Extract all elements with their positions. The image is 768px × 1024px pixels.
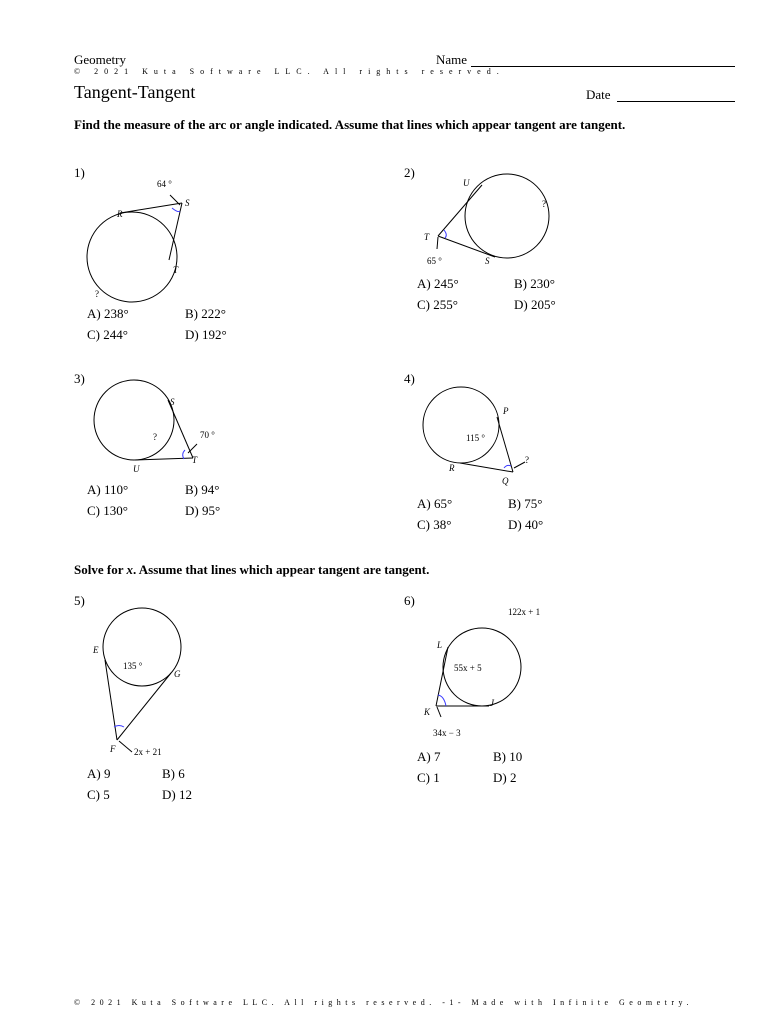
p6-l-label: L: [437, 640, 443, 650]
footer-copyright: © 2021 Kuta Software LLC. All rights reserved. -1- Made with Infinite Geometry.: [74, 998, 693, 1007]
p6-choice-d[interactable]: D) 2: [493, 770, 517, 785]
p4-r-label: R: [449, 463, 455, 473]
p6-angle-label: 34x − 3: [433, 728, 461, 738]
p4-arc-label: 115 °: [466, 433, 486, 443]
p5-choice-c[interactable]: C) 5: [87, 787, 110, 802]
instructions-arc: Find the measure of the arc or angle indicated. Assume that lines which appear tangent are tangent.: [74, 117, 626, 132]
subject-label: Geometry: [74, 52, 126, 67]
p1-angle-label: 64 °: [157, 179, 172, 189]
p1-unknown-label: ?: [95, 289, 99, 299]
p2-choice-d[interactable]: D) 205°: [514, 297, 556, 312]
problem-1-number: 1): [74, 165, 85, 180]
p5-choice-a[interactable]: A) 9: [87, 766, 111, 781]
p2-s-label: S: [485, 256, 490, 266]
p1-choice-c[interactable]: C) 244°: [87, 327, 128, 342]
p6-choice-a[interactable]: A) 7: [417, 749, 441, 764]
problem-6-figure: [420, 600, 560, 745]
p5-g-label: G: [174, 669, 181, 679]
worksheet-title: Tangent-Tangent: [74, 82, 196, 102]
p3-choice-d[interactable]: D) 95°: [185, 503, 221, 518]
p4-choice-a[interactable]: A) 65°: [417, 496, 453, 511]
problem-3-number: 3): [74, 371, 85, 386]
p4-p-label: P: [503, 406, 509, 416]
p1-choice-d[interactable]: D) 192°: [185, 327, 227, 342]
p3-angle-label: 70 °: [200, 430, 215, 440]
p6-j-label: J: [490, 698, 494, 708]
problem-4-number: 4): [404, 371, 415, 386]
p6-choice-c[interactable]: C) 1: [417, 770, 440, 785]
p5-angle-label: 2x + 21: [134, 747, 162, 757]
p4-choice-d[interactable]: D) 40°: [508, 517, 544, 532]
problem-2-number: 2): [404, 165, 415, 180]
p4-unknown-label: ?: [525, 455, 529, 465]
problem-5-number: 5): [74, 593, 85, 608]
p1-choice-b[interactable]: B) 222°: [185, 306, 226, 321]
p5-choice-b[interactable]: B) 6: [162, 766, 185, 781]
p3-choice-a[interactable]: A) 110°: [87, 482, 129, 497]
problem-3-figure: [85, 380, 225, 480]
date-label: Date: [586, 87, 611, 102]
p6-big-arc-label: 122x + 1: [508, 607, 541, 617]
problem-6-number: 6): [404, 593, 415, 608]
p5-f-label: F: [110, 744, 116, 754]
p4-choice-c[interactable]: C) 38°: [417, 517, 452, 532]
p3-u-label: U: [133, 464, 140, 474]
p2-unknown-label: ?: [542, 199, 546, 209]
header-copyright: © 2021 Kuta Software LLC. All rights reserved.: [74, 67, 505, 76]
problem-5-figure: [88, 600, 198, 765]
name-blank-line[interactable]: [471, 66, 735, 67]
p2-u-label: U: [463, 178, 470, 188]
p1-r-label: R: [117, 209, 123, 219]
p2-angle-label: 65 °: [427, 256, 442, 266]
problem-1-figure: [80, 175, 240, 310]
date-blank-line[interactable]: [617, 101, 735, 102]
p3-unknown-label: ?: [153, 432, 157, 442]
p2-choice-b[interactable]: B) 230°: [514, 276, 555, 291]
p6-choice-b[interactable]: B) 10: [493, 749, 523, 764]
name-label: Name: [436, 52, 468, 67]
p2-t-label: T: [424, 232, 430, 242]
p1-t-label: T: [173, 265, 179, 275]
p1-choice-a[interactable]: A) 238°: [87, 306, 129, 321]
p2-choice-c[interactable]: C) 255°: [417, 297, 458, 312]
problem-2-figure: [420, 175, 570, 275]
p2-choice-a[interactable]: A) 245°: [417, 276, 459, 291]
p6-k-label: K: [424, 707, 431, 717]
p5-arc-label: 135 °: [123, 661, 143, 671]
p6-small-arc-label: 55x + 5: [454, 663, 482, 673]
p3-choice-c[interactable]: C) 130°: [87, 503, 128, 518]
p4-choice-b[interactable]: B) 75°: [508, 496, 543, 511]
problem-4-figure: [420, 380, 560, 490]
p5-e-label: E: [93, 645, 99, 655]
instructions-solve: Solve for x. Assume that lines which appear tangent are tangent.: [74, 562, 430, 577]
p3-t-label: T: [192, 455, 198, 465]
p3-s-label: S: [170, 397, 175, 407]
p3-choice-b[interactable]: B) 94°: [185, 482, 220, 497]
p4-q-label: Q: [502, 476, 509, 486]
p5-choice-d[interactable]: D) 12: [162, 787, 192, 802]
p1-s-label: S: [185, 198, 190, 208]
